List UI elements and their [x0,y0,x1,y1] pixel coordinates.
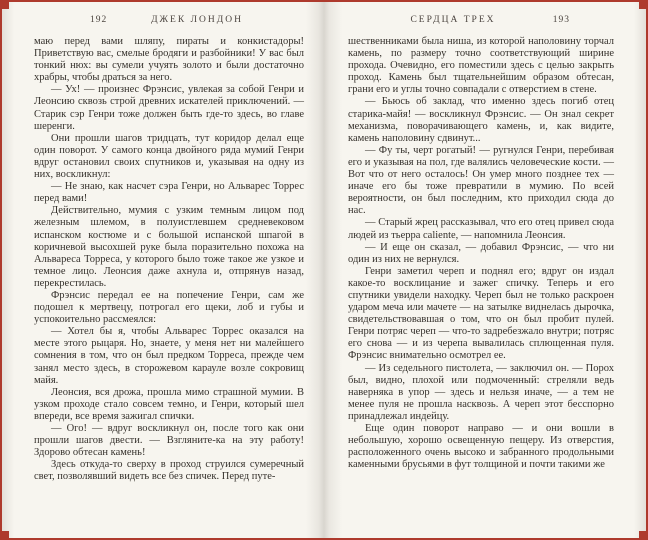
paragraph: — Из седельного пистолета, — заключил он. — Порох был, видно, плохой или подмоченный: стреляли ведь наверняка в упор — здесь и нельзя иначе, — а тем не менее пуля не прошла насквозь. А череп этот бесспорно принадлежал индейцу. [348,362,614,422]
left-running-title: ДЖЕК ЛОНДОН [151,15,243,25]
corner-mark [0,531,9,540]
corner-mark [639,531,648,540]
paragraph: — Хотел бы я, чтобы Альварес Торрес оказался на месте этого рыцаря. Но, знаете, у меня нет ни малейшего сомнения в том, что он был предком Торреса, прежде чем занял место здесь, в сторожевом карауле возле сокровищ майя. [34,326,304,386]
right-page [324,2,646,538]
paragraph: Леонсия, вся дрожа, прошла мимо страшной мумии. В узком проходе стало совсем темно, и Генри, который шел впереди, все время зажигал спички. [34,386,304,422]
paragraph: — Старый жрец рассказывал, что его отец привел сюда людей из тьерра caliente, — напомнила Леонсия. [348,217,614,241]
right-running-title: СЕРДЦА ТРЕХ [410,15,496,25]
left-page-number: 192 [90,15,108,25]
paragraph: шественниками была ниша, из которой наполовину торчал камень, по размеру точно соответствующий ширине прохода. Очевидно, его поместили здесь с целью закрыть проход. Камень был тщательнейшим образом обтесан, грани его и углы точно совпадали с отверстием в стене. [348,36,614,96]
left-page-text [34,36,304,483]
right-running-head [348,15,614,30]
paragraph: — Не знаю, как насчет сэра Генри, но Альварес Торрес перед вами! [34,181,304,205]
paragraph: Они прошли шагов тридцать, тут коридор делал еще один поворот. У самого конца двойного ряда мумий Генри вдруг остановил своих спутников и, указывая на одну из них, воскликнул: [34,132,304,181]
left-page [2,2,324,538]
corner-mark [639,0,648,9]
paragraph: — И еще он сказал, — добавил Фрэнсис, — что ни один из них не вернулся. [348,241,614,265]
paragraph: Здесь откуда-то сверху в проход струился сумеречный свет, позволявший видеть все без спичек. Перед путе- [34,459,304,483]
paragraph: Фрэнсис передал ее на попечение Генри, сам же подошел к мертвецу, потрогал его щеки, лоб и губы и успокоительно рассмеялся: [34,289,304,326]
right-page-number: 193 [552,15,570,25]
paragraph: — Ух! — произнес Фрэнсис, увлекая за собой Генри и Леонсию сквозь строй древних искателей приключений. — Старик сэр Генри тоже должен быть где-то здесь, во главе шеренги. [34,84,304,132]
paragraph: Действительно, мумия с узким темным лицом под железным шлемом, в полуистлевшем средневековом испанском костюме и с большой испанской шпагой в коричневой высохшей руке была поразительно похожа на Альвареса Торреса, у которого было тоже такое же узкое и темное лицо. Леонсия даже ахнула и, отпрянув назад, перекрестилась. [34,205,304,289]
corner-mark [0,0,9,9]
right-page-text [348,36,614,471]
book-spread [2,2,646,538]
paragraph: Еще один поворот направо — и они вошли в небольшую, хорошо освещенную пещеру. Из отверстия, расположенного очень высоко и забранного продольными каменными брусьями в фут толщиной и почти такими же [348,423,614,471]
paragraph: — Ого! — вдруг воскликнул он, после того как они прошли шагов двести. — Взгляните-ка на эту работу! Здорово обтесан камень! [34,423,304,459]
paragraph: — Фу ты, черт рогатый! — ругнулся Генри, перебивая его и указывая на пол, где валялись человеческие кости. — Вот что от него осталось! Он умер много позднее тех — иначе его бы тоже превратили в мумию. По всей вероятности, он был последним, кто приходил сюда до нас. [348,144,614,217]
left-running-head [34,15,304,30]
paragraph: — Бьюсь об заклад, что именно здесь погиб отец старика-майя! — воскликнул Фрэнсис. — Он знал секрет механизма, поворачивающего камень, и, как видите, камень наполовину сдвинут... [348,96,614,144]
paragraph: маю перед вами шляпу, пираты и конкистадоры! Приветствую вас, смелые бродяги и разбойники! У вас был тонкий нюх: вы сумели учуять золото и были достаточно храбры, чтобы драться за него. [34,36,304,84]
paragraph: Генри заметил череп и поднял его; вдруг он издал какое-то восклицание и зажег спичку. Теперь и его спутники увидели находку. Череп был не только раскроен ударом меча или мачете — на затылке виднелась дырочка, свидетельствовавшая о том, что он был пробит пулей. Генри потряс череп — что-то задребезжало внутри; потряс его снова — и из черепа вывалилась сплющенная пуля. Фрэнсис внимательно осмотрел ее. [348,265,614,362]
